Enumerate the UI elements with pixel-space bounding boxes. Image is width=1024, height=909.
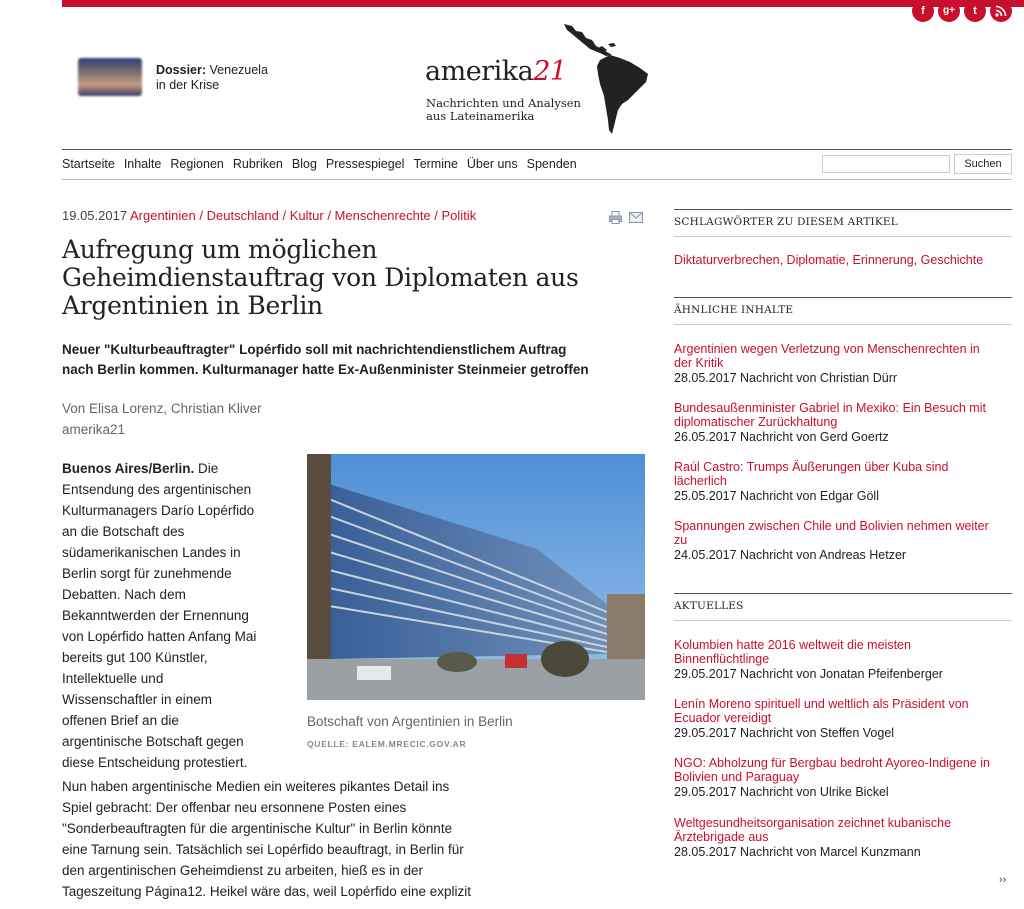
- more-news-link[interactable]: ››: [999, 874, 1007, 886]
- article-date: 19.05.2017: [62, 208, 128, 223]
- google-plus-icon[interactable]: g+: [938, 0, 960, 22]
- search-button[interactable]: Suchen: [954, 154, 1012, 174]
- similar-heading: ÄHNLICHE INHALTE: [674, 304, 794, 316]
- article-lead: Neuer "Kulturbeauftragter" Lopérfido soll mit nachrichtendienstlichem Auftrag nach Berlin kommen. Kulturmanager hatte Ex-Außenminister Steinmeier getroffen: [62, 342, 589, 377]
- news-item-link[interactable]: Weltgesundheitsorganisation zeichnet kubanische Ärztebrigade aus: [674, 816, 952, 844]
- dossier-label: Dossier:: [156, 63, 207, 77]
- logo-tagline: Nachrichten und Analysen aus Lateinamerika: [426, 96, 581, 123]
- sidebar-rule: [674, 324, 1012, 325]
- category-link-menschenrechte[interactable]: Menschenrechte: [334, 208, 431, 223]
- byline-authors: Von Elisa Lorenz, Christian Kliver: [62, 401, 262, 416]
- sidebar-rule: [674, 236, 1012, 237]
- article-body-column: [62, 458, 294, 773]
- byline-source: amerika21: [62, 422, 126, 437]
- sidebar-rule: [674, 593, 1012, 594]
- body-line: "Sonderbeauftragten für die argentinische Kultur" in Berlin könnte: [62, 821, 453, 836]
- body-line: Berlin sorgt für zunehmende: [62, 566, 232, 581]
- body-line: Spiel gebracht: Der offenbar neu ersonnene Posten eines: [62, 800, 407, 815]
- logo-wordmark: amerika21: [425, 56, 567, 87]
- nav-rule-bottom: [62, 179, 1012, 180]
- similar-item-link[interactable]: Argentinien wegen Verletzung von Menschenrechten in der Kritik: [674, 342, 980, 370]
- tags-links[interactable]: Diktaturverbrechen, Diplomatie, Erinnerung, Geschichte: [674, 253, 984, 267]
- facebook-icon[interactable]: f: [912, 0, 934, 22]
- body-dateline: Buenos Aires/Berlin.: [62, 461, 195, 476]
- body-line: Bekanntwerden der Ernennung: [62, 608, 249, 623]
- search-input[interactable]: [822, 155, 950, 173]
- body-line: bereits gut 100 Künstler,: [62, 650, 208, 665]
- nav-item-spenden[interactable]: Spenden: [526, 157, 577, 171]
- social-links: [908, 0, 1024, 20]
- image-caption: Botschaft von Argentinien in Berlin: [307, 714, 513, 729]
- similar-item-link[interactable]: Raúl Castro: Trumps Äußerungen über Kuba sind lächerlich: [674, 460, 949, 488]
- twitter-icon[interactable]: t: [964, 0, 986, 22]
- news-item-meta: 28.05.2017 Nachricht von Marcel Kunzmann: [674, 845, 921, 859]
- nav-item-pressespiegel[interactable]: Pressespiegel: [325, 157, 405, 171]
- dossier-link[interactable]: [156, 63, 296, 93]
- body-line: an die Botschaft des: [62, 524, 185, 539]
- sidebar-rule: [674, 297, 1012, 298]
- similar-item-link[interactable]: Spannungen zwischen Chile und Bolivien nehmen weiter zu: [674, 519, 989, 547]
- sidebar-rule: [674, 209, 1012, 210]
- body-line: Wissenschaftler in einem: [62, 692, 213, 707]
- category-link-deutschland[interactable]: Deutschland: [206, 208, 279, 223]
- dossier-title-2: in der Krise: [156, 78, 220, 92]
- similar-item-link[interactable]: Bundesaußenminister Gabriel in Mexiko: Ein Besuch mit diplomatischer Zurückhaltung: [674, 401, 986, 429]
- news-heading: AKTUELLES: [674, 600, 744, 612]
- main-nav: [62, 157, 586, 171]
- dossier-title-1: Venezuela: [209, 63, 268, 77]
- nav-item-termine[interactable]: Termine: [413, 157, 458, 171]
- nav-item-inhalte[interactable]: Inhalte: [123, 157, 162, 171]
- body-line: den argentinischen Geheimdienst zu arbeiten, hieß es in der: [62, 863, 423, 878]
- article-meta: 19.05.2017 Argentinien / Deutschland / Kultur / Menschenrechte / Politik: [62, 208, 477, 223]
- body-line: Nun haben argentinische Medien ein weiteres pikantes Detail ins: [62, 779, 450, 794]
- article-byline: [62, 398, 262, 440]
- category-link-argentinien[interactable]: Argentinien: [129, 208, 196, 223]
- body-line: Debatten. Nach dem: [62, 587, 186, 602]
- tags-heading: SCHLAGWÖRTER ZU DIESEM ARTIKEL: [674, 216, 898, 228]
- similar-item-meta: 26.05.2017 Nachricht von Gerd Goertz: [674, 430, 889, 444]
- nav-item-blog[interactable]: Blog: [291, 157, 317, 171]
- body-line: offenen Brief an die: [62, 713, 179, 728]
- body-line: von Lopérfido hatten Anfang Mai: [62, 629, 257, 644]
- article-image[interactable]: [307, 454, 645, 700]
- nav-item-ueber-uns[interactable]: Über uns: [466, 157, 518, 171]
- image-source: QUELLE: EALEM.MRECIC.GOV.AR: [307, 739, 467, 749]
- news-item-meta: 29.05.2017 Nachricht von Jonatan Pfeifenberger: [674, 667, 943, 681]
- similar-item-meta: 25.05.2017 Nachricht von Edgar Göll: [674, 489, 879, 503]
- latin-america-map-icon: [562, 22, 652, 137]
- nav-rule-top: [62, 149, 1012, 150]
- category-link-politik[interactable]: Politik: [441, 208, 477, 223]
- body-line: Die: [194, 461, 219, 476]
- article-body-wide: [62, 776, 542, 902]
- print-icon[interactable]: [609, 211, 622, 224]
- news-item-meta: 29.05.2017 Nachricht von Steffen Vogel: [674, 726, 895, 740]
- mail-icon[interactable]: [629, 212, 643, 223]
- nav-item-regionen[interactable]: Regionen: [170, 157, 224, 171]
- body-line: Intellektuelle und: [62, 671, 164, 686]
- similar-item-meta: 28.05.2017 Nachricht von Christian Dürr: [674, 371, 898, 385]
- top-accent-bar: [62, 0, 1024, 7]
- dossier-thumbnail[interactable]: [78, 58, 142, 96]
- rss-icon[interactable]: [990, 0, 1012, 22]
- category-link-kultur[interactable]: Kultur: [289, 208, 324, 223]
- body-line: Tageszeitung Página12. Heikel wäre das, weil Lopérfido eine explizit: [62, 884, 471, 899]
- news-item-link[interactable]: Kolumbien hatte 2016 weltweit die meisten Binnenflüchtlinge: [674, 638, 911, 666]
- article-title: Aufregung um möglichen Geheimdienstauftrag von Diplomaten aus Argentinien in Berlin: [62, 235, 579, 320]
- sidebar-rule: [674, 620, 1012, 621]
- news-item-link[interactable]: Lenín Moreno spirituell und weltlich als Präsident von Ecuador vereidigt: [674, 697, 969, 725]
- news-item-link[interactable]: NGO: Abholzung für Bergbau bedroht Ayoreo-Indigene in Bolivien und Paraguay: [674, 756, 990, 784]
- body-line: Entsendung des argentinischen: [62, 482, 252, 497]
- news-item-meta: 29.05.2017 Nachricht von Ulrike Bickel: [674, 785, 889, 799]
- body-line: Kulturmanagers Darío Lopérfido: [62, 503, 255, 518]
- nav-item-rubriken[interactable]: Rubriken: [232, 157, 283, 171]
- body-line: eine Tarnung sein. Tatsächlich sei Lopérfido beauftragt, in Berlin für: [62, 842, 464, 857]
- body-line: südamerikanischen Landes in: [62, 545, 241, 560]
- similar-item-meta: 24.05.2017 Nachricht von Andreas Hetzer: [674, 548, 907, 562]
- nav-item-startseite[interactable]: Startseite: [62, 157, 115, 171]
- body-line: diese Entscheidung protestiert.: [62, 755, 248, 770]
- body-line: argentinische Botschaft gegen: [62, 734, 244, 749]
